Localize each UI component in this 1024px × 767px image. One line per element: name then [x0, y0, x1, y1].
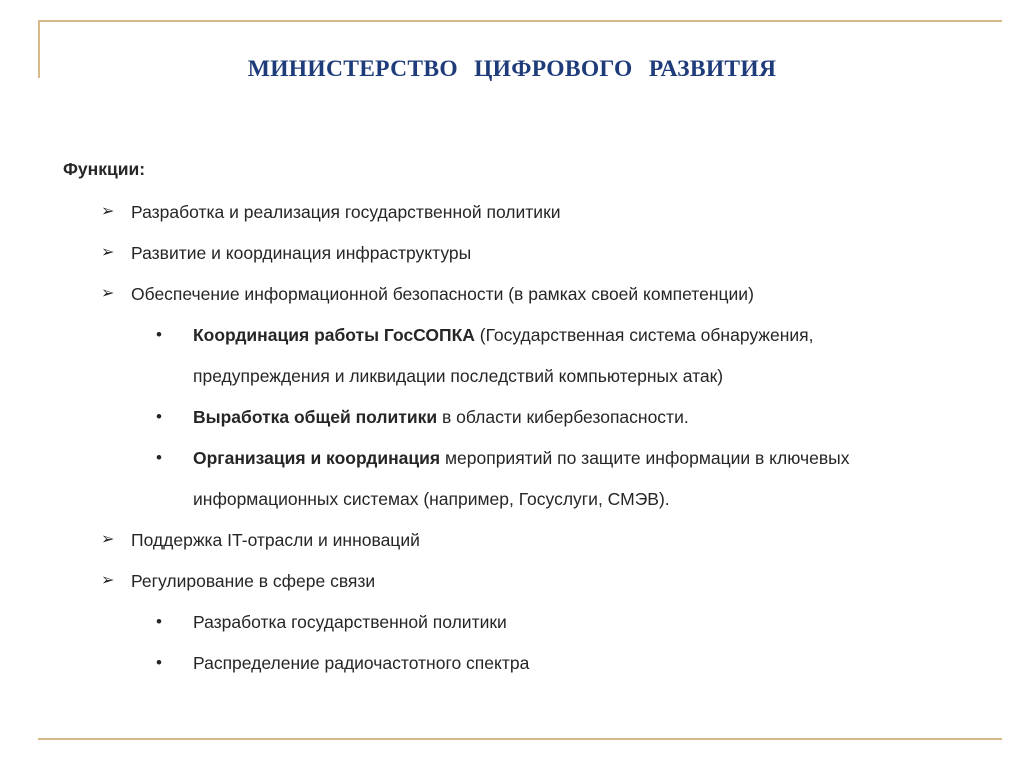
sub-list-item — [156, 652, 530, 674]
arrow-bullet-icon: ➢ — [101, 203, 115, 220]
dot-bullet-icon: • — [156, 407, 162, 426]
list-item — [101, 283, 754, 305]
dot-bullet-icon: • — [156, 325, 162, 344]
dot-bullet-icon: • — [156, 448, 162, 467]
functions-heading: Функции: — [63, 159, 146, 179]
sub-item-text: в области кибербезопасности. — [437, 407, 689, 427]
sub-list-item — [156, 447, 850, 469]
sub-list-item — [156, 406, 689, 428]
dot-bullet-icon: • — [156, 612, 162, 631]
dot-bullet-icon: • — [156, 653, 162, 672]
arrow-bullet-icon: ➢ — [101, 285, 115, 302]
arrow-bullet-icon: ➢ — [101, 572, 115, 589]
list-item-text: Развитие и координация инфраструктуры — [131, 243, 472, 263]
sub-item-bold-text: Координация работы ГосСОПКА — [193, 325, 475, 345]
slide-title: МИНИСТЕРСТВО ЦИФРОВОГО РАЗВИТИЯ — [247, 56, 777, 82]
sub-item-bold-text: Организация и координация — [193, 448, 441, 468]
list-item — [101, 570, 376, 592]
list-item-text: Обеспечение информационной безопасности (в рамках своей компетенции) — [131, 284, 754, 304]
sub-item-bold-text: Выработка общей политики — [193, 407, 438, 427]
list-item — [101, 529, 420, 551]
list-item — [101, 201, 561, 223]
sub-item-continuation: информационных системах (например, Госуслуги, СМЭВ). — [193, 489, 670, 509]
list-item-text: Поддержка IT-отрасли и инноваций — [131, 530, 420, 550]
sub-item-text: (Государственная система обнаружения, — [474, 325, 814, 345]
sub-item-text: Распределение радиочастотного спектра — [193, 653, 530, 673]
sub-item-text: Разработка государственной политики — [193, 612, 507, 632]
arrow-bullet-icon: ➢ — [101, 244, 115, 261]
list-item — [101, 242, 472, 264]
sub-list-item — [156, 324, 814, 346]
sub-list-item — [156, 611, 507, 633]
arrow-bullet-icon: ➢ — [101, 531, 115, 548]
sub-item-continuation: предупреждения и ликвидации последствий компьютерных атак) — [193, 366, 724, 386]
sub-item-text: мероприятий по защите информации в ключевых — [440, 448, 850, 468]
list-item-text: Разработка и реализация государственной политики — [131, 202, 561, 222]
list-item-text: Регулирование в сфере связи — [131, 571, 376, 591]
